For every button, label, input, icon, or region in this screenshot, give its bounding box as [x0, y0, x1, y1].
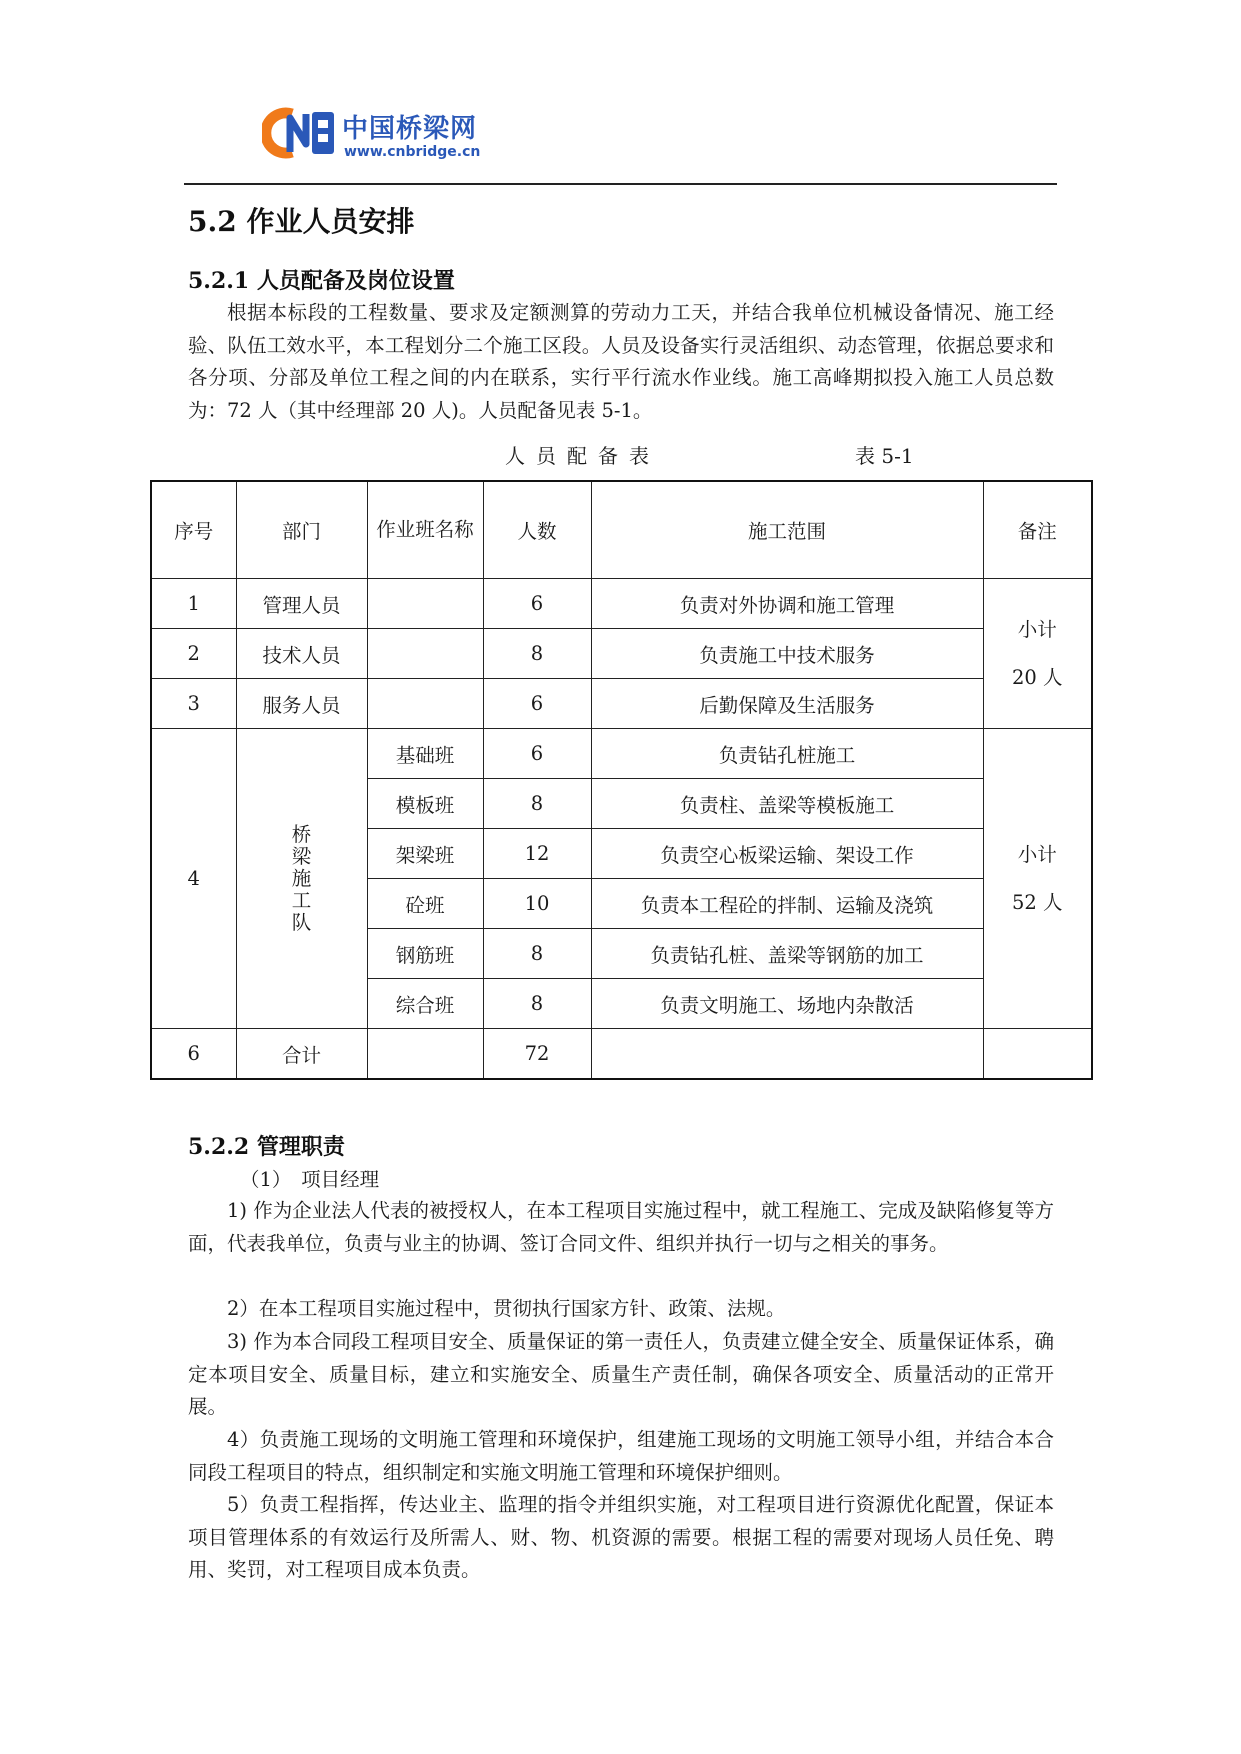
section-title: 5.2 作业人员安排 [188, 205, 415, 238]
cell-scope [591, 1029, 983, 1080]
header-remark: 备注 [983, 481, 1092, 579]
cell-count: 8 [483, 929, 591, 979]
cell-dept: 管理人员 [236, 579, 367, 629]
cell-remark [983, 1029, 1092, 1080]
duty-paragraph-1: 1) 作为企业法人代表的被授权人，在本工程项目实施过程中，就工程施工、完成及缺陷修复等方面，代表我单位，负责与业主的协调、签订合同文件、组织并执行一切与之相关的事务。 [188, 1199, 1054, 1255]
table-row [151, 579, 1092, 629]
site-logo[interactable] [262, 104, 522, 166]
logo-url: www.cnbridge.cn [344, 144, 481, 160]
bridge-team-label: 桥梁施工队 [291, 822, 312, 934]
table-header-row [151, 481, 1092, 579]
cell-count: 6 [483, 729, 591, 779]
cell-scope: 负责钻孔桩施工 [591, 729, 983, 779]
remark-subtotal-label: 小计 [1017, 842, 1057, 866]
table-row [151, 629, 1092, 679]
cell-team: 砼班 [367, 879, 483, 929]
table-number: 表 5-1 [855, 444, 914, 468]
remark-subtotal-value: 52 人 [1011, 890, 1063, 914]
subsection-521-paragraph: 根据本标段的工程数量、要求及定额测算的劳动力工天，并结合我单位机械设备情况、施工经验、队伍工效水平，本工程划分二个施工区段。人员及设备实行灵活组织、动态管理，依据总要求和各分项、分部及单位工程之间的内在联系，实行平行流水作业线。施工高峰期拟投入施工人员总数为：72 人（其中经理部 20 人)。人员配备见表 5-1。 [188, 301, 1054, 422]
cell-dept-bridge [236, 729, 367, 1029]
cell-team [367, 1029, 483, 1080]
cell-seq: 2 [151, 629, 236, 679]
subsection-title-522: 5.2.2 管理职责 [188, 1134, 345, 1160]
cell-team [367, 629, 483, 679]
header-seq: 序号 [151, 481, 236, 579]
duty-paragraph-5: 5）负责工程指挥，传达业主、监理的指令并组织实施，对工程项目进行资源优化配置，保证本项目管理体系的有效运行及所需人、财、物、机资源的需要。根据工程的需要对现场人员任免、聘用、奖罚，对工程项目成本负责。 [188, 1493, 1054, 1581]
cell-count: 8 [483, 779, 591, 829]
cell-team: 基础班 [367, 729, 483, 779]
cell-scope: 负责柱、盖梁等模板施工 [591, 779, 983, 829]
header-scope: 施工范围 [591, 481, 983, 579]
cell-team: 综合班 [367, 979, 483, 1029]
cell-seq: 1 [151, 579, 236, 629]
cell-scope: 后勤保障及生活服务 [591, 679, 983, 729]
header-divider [184, 183, 1057, 185]
cell-remark-subtotal-2 [983, 729, 1092, 1029]
cell-count: 72 [483, 1029, 591, 1080]
cell-scope: 负责对外协调和施工管理 [591, 579, 983, 629]
cell-count: 8 [483, 979, 591, 1029]
cell-count: 8 [483, 629, 591, 679]
cell-seq: 6 [151, 1029, 236, 1080]
header-team-label: 作业班名称 [376, 518, 474, 541]
cell-count: 10 [483, 879, 591, 929]
cell-count: 12 [483, 829, 591, 879]
cell-seq-bridge: 4 [151, 729, 236, 1029]
subsection-title-521: 5.2.1 人员配备及岗位设置 [188, 268, 455, 294]
cell-dept: 技术人员 [236, 629, 367, 679]
cell-scope: 负责本工程砼的拌制、运输及浇筑 [591, 879, 983, 929]
header-dept: 部门 [236, 481, 367, 579]
cell-scope: 负责文明施工、场地内杂散活 [591, 979, 983, 1029]
cell-team: 模板班 [367, 779, 483, 829]
cell-count: 6 [483, 579, 591, 629]
cell-team [367, 679, 483, 729]
remark-subtotal-value: 20 人 [1011, 665, 1063, 689]
cell-dept: 服务人员 [236, 679, 367, 729]
item-heading-project-manager: （1） 项目经理 [240, 1168, 380, 1191]
staff-table [150, 480, 1093, 1080]
cell-scope: 负责空心板梁运输、架设工作 [591, 829, 983, 879]
table-title: 人员配备表 [505, 444, 660, 468]
logo-text: 中国桥梁网 [342, 114, 478, 144]
cell-team [367, 579, 483, 629]
cnbridge-logo-icon [262, 104, 338, 162]
cell-dept: 合计 [236, 1029, 367, 1080]
cell-team: 架梁班 [367, 829, 483, 879]
table-row [151, 729, 1092, 779]
duty-paragraph-4: 4）负责施工现场的文明施工管理和环境保护，组建施工现场的文明施工领导小组，并结合本合同段工程项目的特点，组织制定和实施文明施工管理和环境保护细则。 [188, 1428, 1054, 1484]
duty-paragraph-2: 2）在本工程项目实施过程中，贯彻执行国家方针、政策、法规。 [227, 1297, 786, 1320]
remark-subtotal-label: 小计 [1017, 617, 1057, 641]
header-team [367, 481, 483, 579]
table-total-row [151, 1029, 1092, 1080]
cell-team: 钢筋班 [367, 929, 483, 979]
cell-scope: 负责施工中技术服务 [591, 629, 983, 679]
duty-paragraph-3: 3) 作为本合同段工程项目安全、质量保证的第一责任人，负责建立健全安全、质量保证体系，确定本项目安全、质量目标，建立和实施安全、质量生产责任制，确保各项安全、质量活动的正常开展。 [188, 1330, 1054, 1418]
header-count: 人数 [483, 481, 591, 579]
cell-scope: 负责钻孔桩、盖梁等钢筋的加工 [591, 929, 983, 979]
table-row [151, 679, 1092, 729]
cell-seq: 3 [151, 679, 236, 729]
cell-count: 6 [483, 679, 591, 729]
cell-remark-subtotal-1 [983, 579, 1092, 729]
